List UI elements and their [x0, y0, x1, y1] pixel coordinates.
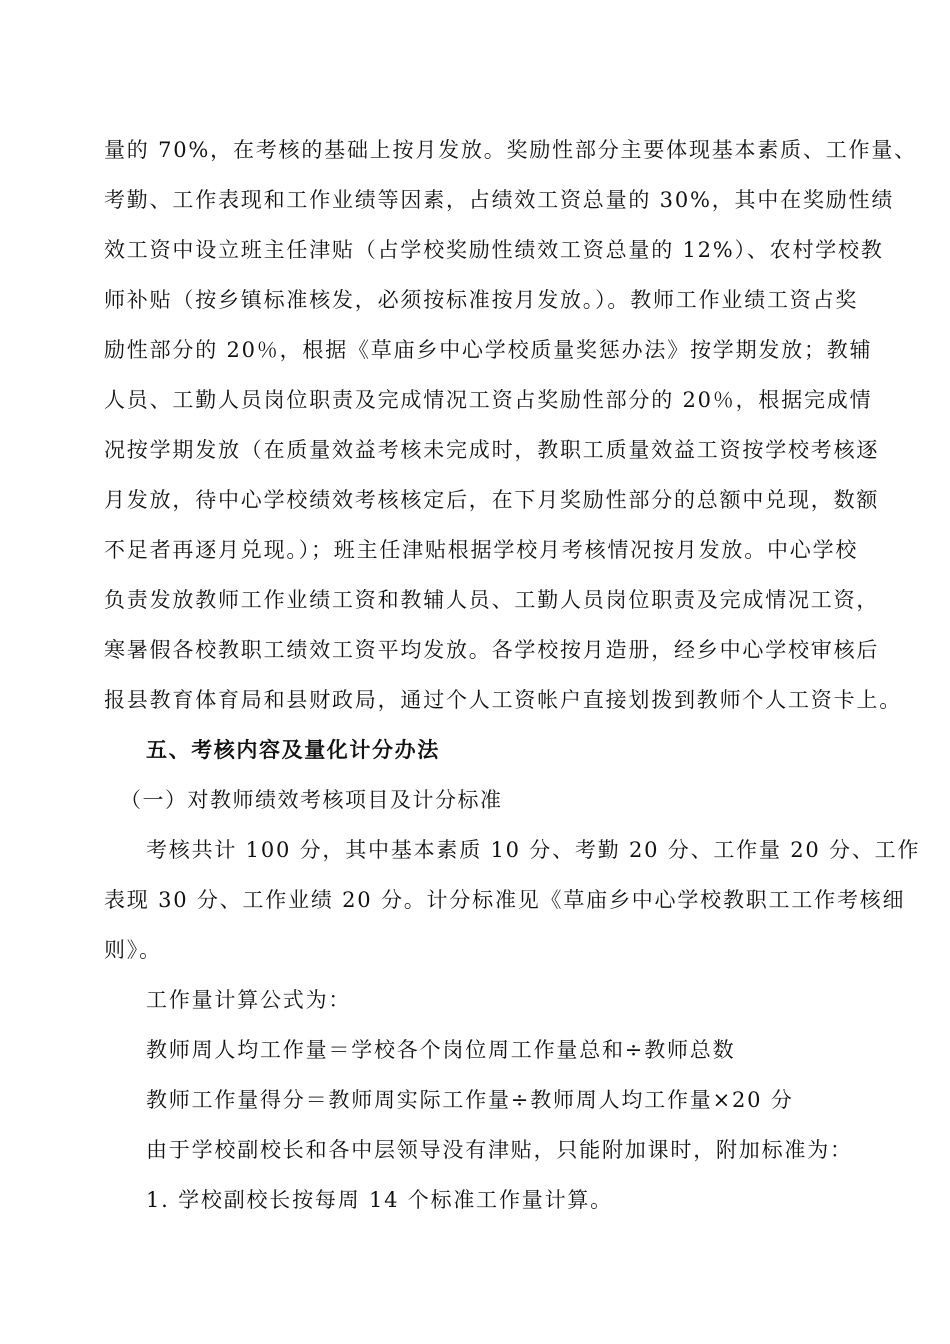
score-line-1: 考核共计 100 分，其中基本素质 10 分、考勤 20 分、工作量 20 分、工作: [146, 838, 921, 862]
extra-note: 由于学校副校长和各中层领导没有津贴，只能附加课时，附加标准为：: [146, 1138, 853, 1162]
paragraph-line-2: 考勤、工作表现和工作业绩等因素，占绩效工资总量的 30%，其中在奖励性绩: [104, 188, 895, 212]
formula-1: 教师周人均工作量＝学校各个岗位周工作量总和÷教师总数: [146, 1038, 736, 1062]
paragraph-line-8: 月发放，待中心学校绩效考核核定后，在下月奖励性部分的总额中兑现，数额: [104, 488, 880, 512]
formula-2: 教师工作量得分＝教师周实际工作量÷教师周人均工作量×20 分: [146, 1088, 794, 1112]
paragraph-line-1: 量的 70%，在考核的基础上按月发放。奖励性部分主要体现基本素质、工作量、: [104, 138, 917, 162]
paragraph-line-9: 不足者再逐月兑现。）；班主任津贴根据学校月考核情况按月发放。中心学校: [104, 538, 859, 562]
paragraph-line-5: 励性部分的 20％，根据《草庙乡中心学校质量奖惩办法》按学期发放；教辅: [104, 338, 873, 362]
paragraph-line-3: 效工资中设立班主任津贴（占学校奖励性绩效工资总量的 12%）、农村学校教: [104, 238, 884, 262]
section-heading: 五、考核内容及量化计分办法: [146, 738, 440, 762]
formula-intro: 工作量计算公式为：: [146, 988, 352, 1012]
paragraph-line-10: 负责发放教师工作业绩工资和教辅人员、工勤人员岗位职责及完成情况工资，: [104, 588, 880, 612]
paragraph-line-11: 寒暑假各校教职工绩效工资平均发放。各学校按月造册，经乡中心学校审核后: [104, 638, 880, 662]
list-item-1: 1. 学校副校长按每周 14 个标准工作量计算。: [146, 1188, 613, 1212]
paragraph-line-12: 报县教育体育局和县财政局，通过个人工资帐户直接划拨到教师个人工资卡上。: [104, 688, 902, 712]
paragraph-line-7: 况按学期发放（在质量效益考核未完成时，教职工质量效益工资按学校考核逐: [104, 438, 880, 462]
paragraph-line-4: 师补贴（按乡镇标准核发，必须按标准按月发放。）。教师工作业绩工资占奖: [104, 288, 859, 312]
paragraph-line-6: 人员、工勤人员岗位职责及完成情况工资占奖励性部分的 20％，根据完成情: [104, 388, 873, 412]
subsection-heading: （一）对教师绩效考核项目及计分标准: [120, 788, 503, 812]
score-line-2: 表现 30 分、工作业绩 20 分。计分标准见《草庙乡中心学校教职工工作考核细: [104, 888, 906, 912]
score-line-3: 则》。: [104, 938, 162, 962]
